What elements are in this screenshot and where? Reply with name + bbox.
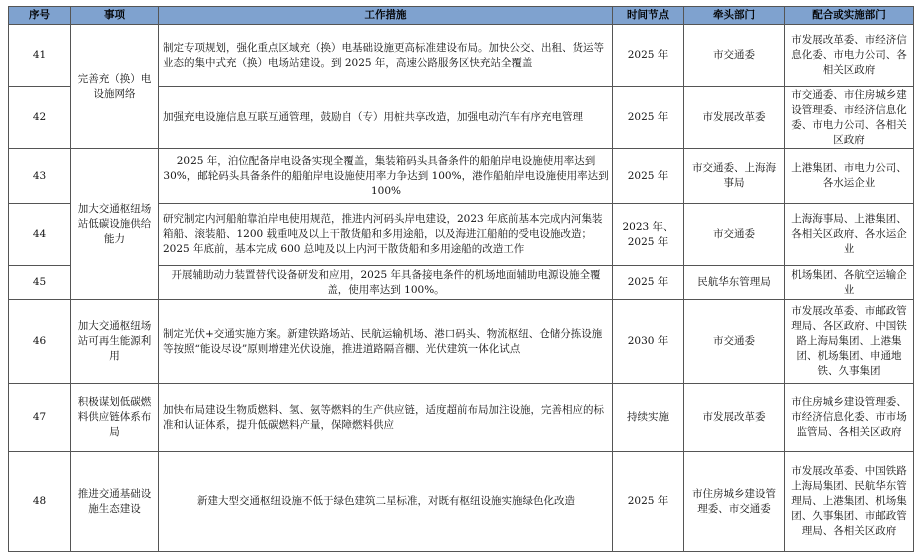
item-cell: 加大交通枢纽场站低碳设施供给能力 — [71, 149, 159, 300]
lead-cell: 市发展改革委 — [684, 87, 785, 149]
row-index: 45 — [9, 266, 71, 300]
time-cell: 2023 年、2025 年 — [613, 204, 684, 266]
coop-cell: 市发展改革委、市经济信息化委、市电力公司、各相关区政府 — [785, 25, 914, 87]
coop-cell: 上港集团、市电力公司、各水运企业 — [785, 149, 914, 204]
table-row — [9, 300, 914, 384]
row-index: 48 — [9, 452, 71, 552]
row-index: 44 — [9, 204, 71, 266]
time-cell: 2025 年 — [613, 149, 684, 204]
lead-cell: 民航华东管理局 — [684, 266, 785, 300]
measure-cell: 加快布局建设生物质燃料、氢、氨等燃料的生产供应链，适度超前布局加注设施，完善相应的标准和认证体系，提升低碳燃料产量，保障燃料供应 — [159, 384, 613, 452]
header-time: 时间节点 — [613, 7, 684, 25]
header-measures: 工作措施 — [159, 7, 613, 25]
time-cell: 2030 年 — [613, 300, 684, 384]
table-row — [9, 384, 914, 452]
coop-cell: 市发展改革委、市邮政管理局、各区政府、中国铁路上海局集团、上港集团、机场集团、申通地铁、久事集团 — [785, 300, 914, 384]
coop-cell: 市住房城乡建设管理委、市经济信息化委、市市场监管局、各相关区政府 — [785, 384, 914, 452]
measure-cell: 加强充电设施信息互联互通管理，鼓励自（专）用桩共享改造，加强电动汽车有序充电管理 — [159, 87, 613, 149]
item-cell: 积极谋划低碳燃料供应链体系布局 — [71, 384, 159, 452]
coop-cell: 市发展改革委、中国铁路上海局集团、民航华东管理局、上港集团、机场集团、久事集团、市邮政管理局、各相关区政府 — [785, 452, 914, 552]
coop-cell: 上海海事局、上港集团、各相关区政府、各水运企业 — [785, 204, 914, 266]
lead-cell: 市交通委 — [684, 25, 785, 87]
coop-cell: 机场集团、各航空运输企业 — [785, 266, 914, 300]
lead-cell: 市交通委 — [684, 204, 785, 266]
time-cell: 2025 年 — [613, 452, 684, 552]
lead-cell: 市交通委、上海海事局 — [684, 149, 785, 204]
row-index: 46 — [9, 300, 71, 384]
lead-cell: 市住房城乡建设管理委、市交通委 — [684, 452, 785, 552]
time-cell: 2025 年 — [613, 25, 684, 87]
table-row — [9, 25, 914, 87]
row-index: 42 — [9, 87, 71, 149]
header-coop: 配合或实施部门 — [785, 7, 914, 25]
header-row — [9, 7, 914, 25]
measure-cell: 2025 年，泊位配备岸电设备实现全覆盖，集装箱码头具备条件的船舶岸电设施使用率达到 30%，邮轮码头具备条件的船舶岸电设施使用率力争达到 100%，港作船舶岸电设施使用率达到 100% — [159, 149, 613, 204]
measure-cell: 新建大型交通枢纽设施不低于绿色建筑二星标准，对既有枢纽设施实施绿色化改造 — [159, 452, 613, 552]
coop-cell: 市交通委、市住房城乡建设管理委、市经济信息化委、市电力公司、各相关区政府 — [785, 87, 914, 149]
measure-cell: 制定光伏+交通实施方案。新建铁路场站、民航运输机场、港口码头、物流枢纽、仓储分拣设施等按照“能设尽设”原则增建光伏设施，推进道路隔音棚、光伏建筑一体化试点 — [159, 300, 613, 384]
time-cell: 2025 年 — [613, 87, 684, 149]
table-row — [9, 452, 914, 552]
table-row — [9, 149, 914, 204]
measure-cell: 制定专项规划，强化重点区域充（换）电基础设施更高标准建设布局。加快公交、出租、货运等业态的集中式充（换）电场站建设。到 2025 年，高速公路服务区快充站全覆盖 — [159, 25, 613, 87]
item-cell: 推进交通基础设施生态建设 — [71, 452, 159, 552]
row-index: 47 — [9, 384, 71, 452]
item-cell: 完善充（换）电设施网络 — [71, 25, 159, 149]
lead-cell: 市交通委 — [684, 300, 785, 384]
row-index: 41 — [9, 25, 71, 87]
header-item: 事项 — [71, 7, 159, 25]
measures-table — [8, 6, 914, 552]
item-cell: 加大交通枢纽场站可再生能源利用 — [71, 300, 159, 384]
header-lead: 牵头部门 — [684, 7, 785, 25]
measure-cell: 开展辅助动力装置替代设备研发和应用，2025 年具备接电条件的机场地面辅助电源设施全覆盖，使用率达到 100%。 — [159, 266, 613, 300]
header-index: 序号 — [9, 7, 71, 25]
time-cell: 持续实施 — [613, 384, 684, 452]
time-cell: 2025 年 — [613, 266, 684, 300]
row-index: 43 — [9, 149, 71, 204]
lead-cell: 市发展改革委 — [684, 384, 785, 452]
measure-cell: 研究制定内河船舶靠泊岸电使用规范，推进内河码头岸电建设，2023 年底前基本完成内河集装箱船、滚装船、1200 载重吨及以上干散货船和多用途船，以及海进江船舶的受电设施改造；2025 年底前，基本完成 600 总吨及以上内河干散货船和多用途船的改造工作 — [159, 204, 613, 266]
